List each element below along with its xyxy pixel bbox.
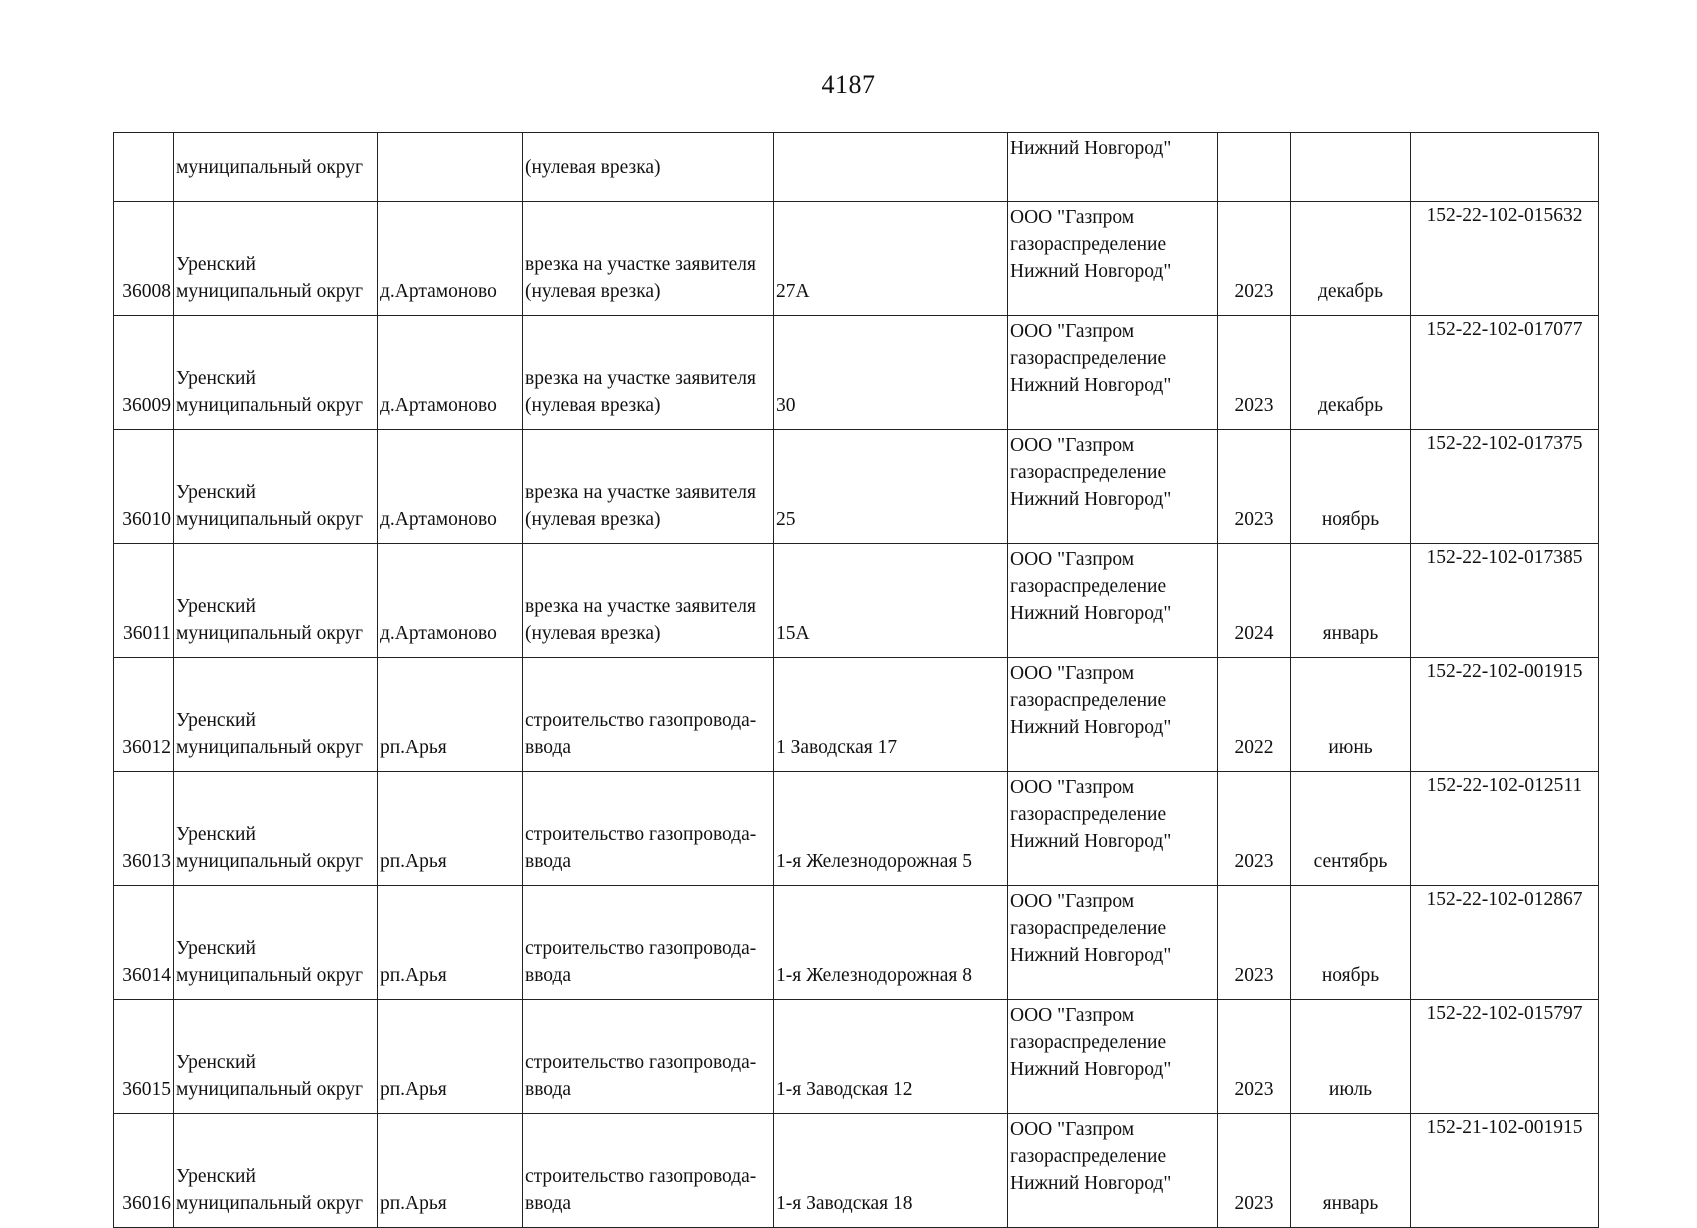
cell-text-org-l2: газораспределение [1010,690,1167,711]
cell-org [1008,772,1218,886]
cell-text-district-l2: муниципальный округ [176,623,364,644]
cell-text-district-l2: муниципальный округ [176,1079,364,1100]
cell-code [1411,202,1599,316]
cell-text-id: 36014 [122,965,171,986]
cell-text-month: ноябрь [1321,965,1380,986]
cell-text-code: 152-22-102-017077 [1426,319,1583,340]
cell-text-district-l1: Уренский [176,1166,256,1187]
cell-text-year: 2023 [1234,851,1274,872]
cell-address [774,202,1008,316]
cell-text-org-l1: ООО "Газпром [1010,777,1135,798]
cell-work [523,202,774,316]
cell-text-work-l1: строительство газопровода- [525,1166,757,1187]
cell-text-year: 2023 [1234,281,1274,302]
table-row [114,772,1599,886]
cell-org [1008,430,1218,544]
cell-text-district-l2: муниципальный округ [176,737,364,758]
cell-year [1218,658,1291,772]
cell-month [1291,430,1411,544]
cell-id [114,772,174,886]
cell-settlement [378,133,523,202]
cell-work [523,886,774,1000]
cell-text-org-l1: ООО "Газпром [1010,1119,1135,1140]
cell-text-district-l1: Уренский [176,824,256,845]
cell-text-district-l1: Уренский [176,710,256,731]
cell-text-id: 36013 [122,851,171,872]
cell-text-code: 152-22-102-017385 [1426,547,1583,568]
cell-id [114,133,174,202]
cell-text-work-l2: ввода [525,737,572,758]
cell-text-work-l1: строительство газопровода- [525,938,757,959]
cell-text-org-l3: Нижний Новгород" [1010,1173,1172,1194]
cell-text-settlement: рп.Арья [380,851,447,872]
cell-address [774,1000,1008,1114]
cell-text-district-l2: муниципальный округ [176,395,364,416]
cell-text-address: 1 Заводская 17 [776,737,898,758]
cell-id [114,316,174,430]
cell-district [174,772,378,886]
cell-text-org-l3: Нижний Новгород" [1010,831,1172,852]
cell-text-work-l1: строительство газопровода- [525,1052,757,1073]
page-number: 4187 [821,70,876,99]
cell-work [523,1114,774,1228]
cell-text-year: 2022 [1234,737,1274,758]
cell-month [1291,772,1411,886]
cell-settlement [378,1114,523,1228]
cell-text-month: сентябрь [1313,851,1388,872]
cell-work [523,658,774,772]
cell-text-address: 25 [776,509,796,530]
cell-district [174,202,378,316]
cell-text-id: 36010 [122,509,171,530]
cell-text-org-l3: Нижний Новгород" [1010,717,1172,738]
cell-text-org-l1: ООО "Газпром [1010,321,1135,342]
cell-month [1291,133,1411,202]
cell-text-org-l2: газораспределение [1010,462,1167,483]
cell-year [1218,1000,1291,1114]
cell-text-work-l1: врезка на участке заявителя [525,368,756,389]
records-table [113,132,1599,1228]
cell-settlement [378,1000,523,1114]
cell-district [174,1114,378,1228]
cell-text-org-l1: ООО "Газпром [1010,549,1135,570]
cell-text-code: 152-21-102-001915 [1426,1117,1583,1138]
table-row [114,1114,1599,1228]
cell-year [1218,430,1291,544]
cell-text-address: 1-я Заводская 12 [776,1079,913,1100]
cell-settlement [378,430,523,544]
cell-year [1218,544,1291,658]
cell-text-district-l1: Уренский [176,482,256,503]
cell-org [1008,658,1218,772]
cell-text-work-l2: ввода [525,965,572,986]
cell-text-district-l2: муниципальный округ [176,1193,364,1214]
cell-text-month: декабрь [1318,281,1383,302]
cell-text-code: 152-22-102-012511 [1426,775,1583,796]
cell-text-month: ноябрь [1321,509,1380,530]
cell-month [1291,316,1411,430]
cell-settlement [378,316,523,430]
cell-text-org-l1: ООО "Газпром [1010,891,1135,912]
cell-org [1008,1114,1218,1228]
cell-address [774,886,1008,1000]
cell-text-org-l2: газораспределение [1010,1032,1167,1053]
cell-year [1218,1114,1291,1228]
cell-text-work-l2: ввода [525,851,572,872]
cell-text-code: 152-22-102-015632 [1426,205,1583,226]
cell-work [523,544,774,658]
cell-address [774,316,1008,430]
cell-text-address: 1-я Железнодорожная 5 [776,851,973,872]
cell-text-org-l2: газораспределение [1010,348,1167,369]
cell-text-org-l3: Нижний Новгород" [1010,603,1172,624]
cell-id [114,658,174,772]
cell-text-settlement: д.Артамоново [380,623,497,644]
cell-text-work-l2: (нулевая врезка) [525,509,661,530]
cell-district [174,1000,378,1114]
cell-text-district-l1: Уренский [176,1052,256,1073]
cell-text-code: 152-22-102-017375 [1426,433,1583,454]
cell-text-settlement: д.Артамоново [380,395,497,416]
table-row [114,886,1599,1000]
cell-text-address: 1-я Железнодорожная 8 [776,965,973,986]
cell-text-org-l3: Нижний Новгород" [1010,1059,1172,1080]
cell-org [1008,316,1218,430]
cell-text-org-l3: Нижний Новгород" [1010,261,1172,282]
cell-text-org-l2: газораспределение [1010,1146,1167,1167]
cell-text-work-l2: ввода [525,1193,572,1214]
cell-month [1291,202,1411,316]
cell-address [774,772,1008,886]
cell-text-address: 1-я Заводская 18 [776,1193,913,1214]
cell-settlement [378,202,523,316]
table-row [114,316,1599,430]
cell-id [114,430,174,544]
cell-code [1411,1000,1599,1114]
cell-text-district-l2: муниципальный округ [176,851,364,872]
table-row-continuation [114,133,1599,202]
cell-year [1218,133,1291,202]
cell-text-org-l3: Нижний Новгород" [1010,489,1172,510]
cell-district [174,316,378,430]
cell-text-id: 36012 [122,737,171,758]
cell-text-address: 15А [776,623,810,644]
cell-text-year: 2024 [1234,623,1274,644]
cell-text-year: 2023 [1234,1079,1274,1100]
cell-district: муниципальный округ [174,133,378,202]
cell-text-settlement: д.Артамоново [380,281,497,302]
table-row [114,202,1599,316]
cell-code [1411,430,1599,544]
cell-org [1008,1000,1218,1114]
cell-code [1411,772,1599,886]
cell-text-month: июль [1328,1079,1373,1100]
cell-id [114,544,174,658]
cell-text-month: январь [1322,623,1379,644]
cell-settlement [378,886,523,1000]
cell-text-address: 30 [776,395,796,416]
cell-text-address: 27А [776,281,810,302]
cell-code [1411,316,1599,430]
cell-district [174,886,378,1000]
cell-year [1218,886,1291,1000]
cell-work [523,772,774,886]
cell-work [523,316,774,430]
table-row [114,430,1599,544]
cell-text-settlement: рп.Арья [380,965,447,986]
cell-text-org-l2: газораспределение [1010,234,1167,255]
cell-text-settlement: рп.Арья [380,1079,447,1100]
cell-code [1411,886,1599,1000]
cell-year [1218,772,1291,886]
cell-text-year: 2023 [1234,965,1274,986]
cell-text-code: 152-22-102-012867 [1426,889,1583,910]
cell-text-org-l1: ООО "Газпром [1010,207,1135,228]
cell-text-work-l2: (нулевая врезка) [525,395,661,416]
cell-org: Нижний Новгород" [1008,133,1218,202]
cell-work [523,430,774,544]
cell-settlement [378,658,523,772]
cell-text-month: декабрь [1318,395,1383,416]
cell-text-settlement: д.Артамоново [380,509,497,530]
cell-month [1291,1000,1411,1114]
cell-text-org-l1: ООО "Газпром [1010,663,1135,684]
cell-address [774,430,1008,544]
cell-id [114,886,174,1000]
cell-text-work-l2: (нулевая врезка) [525,281,661,302]
cell-year [1218,202,1291,316]
cell-address [774,133,1008,202]
cell-text-code: 152-22-102-015797 [1426,1003,1583,1024]
cell-org [1008,202,1218,316]
cell-text-year: 2023 [1234,1193,1274,1214]
table-row [114,544,1599,658]
table-row [114,1000,1599,1114]
cell-code [1411,544,1599,658]
cell-address [774,658,1008,772]
cell-text-work-l1: врезка на участке заявителя [525,254,756,275]
cell-text-settlement: рп.Арья [380,737,447,758]
cell-text-district-l2: муниципальный округ [176,281,364,302]
cell-text-district-l1: Уренский [176,596,256,617]
cell-org [1008,886,1218,1000]
cell-text-district-l2: муниципальный округ [176,965,364,986]
cell-text-work-l1: врезка на участке заявителя [525,596,756,617]
cell-text-org-l3: Нижний Новгород" [1010,945,1172,966]
cell-district [174,430,378,544]
cell-district [174,658,378,772]
cell-text-org-l2: газораспределение [1010,576,1167,597]
cell-text-work-l1: строительство газопровода- [525,710,757,731]
cell-work: (нулевая врезка) [523,133,774,202]
cell-org [1008,544,1218,658]
cell-text-id: 36009 [122,395,171,416]
cell-text-org-l2: газораспределение [1010,804,1167,825]
cell-text-id: 36016 [122,1193,171,1214]
cell-code [1411,658,1599,772]
cell-address [774,1114,1008,1228]
cell-text-work-l2: ввода [525,1079,572,1100]
cell-month [1291,1114,1411,1228]
cell-settlement [378,772,523,886]
cell-text-org-l2: газораспределение [1010,918,1167,939]
cell-text-work-l1: врезка на участке заявителя [525,482,756,503]
cell-text-id: 36011 [122,623,171,644]
cell-month [1291,886,1411,1000]
cell-year [1218,316,1291,430]
cell-text-district-l1: Уренский [176,368,256,389]
cell-text-work-l1: строительство газопровода- [525,824,757,845]
cell-code [1411,1114,1599,1228]
cell-address [774,544,1008,658]
cell-district [174,544,378,658]
cell-text-district-l1: Уренский [176,938,256,959]
cell-text-district-l1: Уренский [176,254,256,275]
cell-text-year: 2023 [1234,395,1274,416]
cell-work [523,1000,774,1114]
cell-text-org-l3: Нижний Новгород" [1010,375,1172,396]
cell-text-org-l1: ООО "Газпром [1010,1005,1135,1026]
cell-code [1411,133,1599,202]
table-row [114,658,1599,772]
cell-month [1291,658,1411,772]
cell-text-district-l2: муниципальный округ [176,509,364,530]
cell-text-org-l1: ООО "Газпром [1010,435,1135,456]
cell-month [1291,544,1411,658]
cell-settlement [378,544,523,658]
cell-text-id: 36008 [122,281,171,302]
cell-text-year: 2023 [1234,509,1274,530]
cell-id [114,1114,174,1228]
cell-id [114,1000,174,1114]
cell-text-month: июнь [1328,737,1373,758]
cell-text-work-l2: (нулевая врезка) [525,623,661,644]
cell-text-month: январь [1322,1193,1379,1214]
cell-text-code: 152-22-102-001915 [1426,661,1583,682]
cell-text-settlement: рп.Арья [380,1193,447,1214]
cell-id [114,202,174,316]
cell-text-id: 36015 [122,1079,171,1100]
